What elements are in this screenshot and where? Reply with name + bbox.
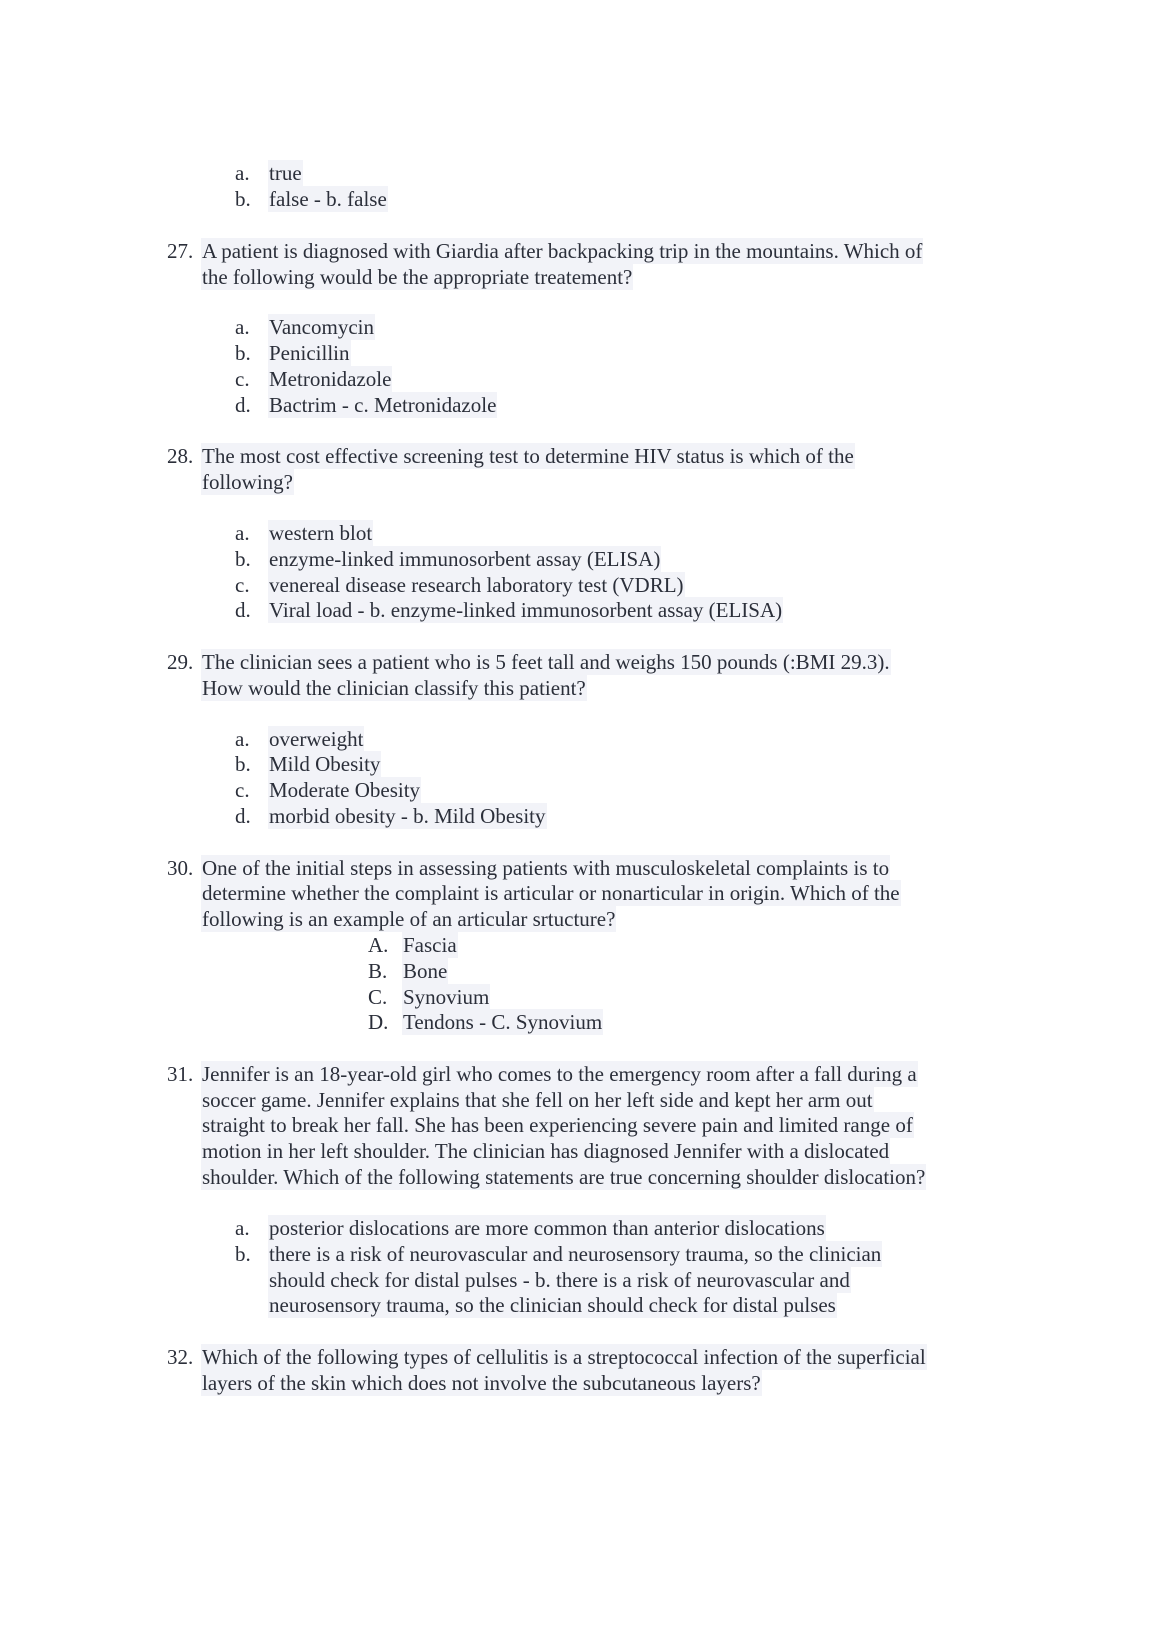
option-marker: a. [235,727,250,751]
question-text-line: straight to break her fall. She has been experiencing severe pain and limited range of [202,1113,913,1137]
option-text: Moderate Obesity [269,778,421,802]
option-text: overweight [269,727,364,751]
option-marker: C. [368,985,388,1009]
question-number: 32. [167,1345,194,1369]
option-marker: B. [368,959,388,983]
option-marker: c. [235,778,250,802]
option-marker: c. [235,573,250,597]
option-marker: D. [368,1010,389,1034]
question-text-line: motion in her left shoulder. The clinician has diagnosed Jennifer with a dislocated [202,1139,890,1163]
question-text-line: How would the clinician classify this patient? [202,676,586,700]
option-text: true [269,161,302,185]
question-text-line: following? [202,470,293,494]
option-marker: d. [235,598,251,622]
option-text: false - b. false [269,187,387,211]
option-marker: a. [235,1216,250,1240]
question-number: 31. [167,1062,194,1086]
question-number: 30. [167,856,194,880]
option-text: Viral load - b. enzyme-linked immunosorbent assay (ELISA) [269,598,783,622]
option-text: Synovium [403,985,490,1009]
option-text: Mild Obesity [269,752,381,776]
option-text: Metronidazole [269,367,392,391]
question-number: 27. [167,239,194,263]
question-text-line: The most cost effective screening test to determine HIV status is which of the [202,444,854,468]
option-marker: b. [235,187,251,211]
option-text: venereal disease research laboratory test (VDRL) [269,573,684,597]
option-text: western blot [269,521,373,545]
option-text: there is a risk of neurovascular and neurosensory trauma, so the clinician [269,1242,882,1266]
question-text-line: determine whether the complaint is articular or nonarticular in origin. Which of the [202,881,900,905]
option-marker: b. [235,341,251,365]
option-text: posterior dislocations are more common than anterior dislocations [269,1216,825,1240]
option-marker: b. [235,1242,251,1266]
question-text-line: Which of the following types of cellulitis is a streptococcal infection of the superficial [202,1345,926,1369]
option-marker: a. [235,161,250,185]
question-number: 29. [167,650,194,674]
option-marker: b. [235,752,251,776]
option-marker: c. [235,367,250,391]
option-marker: A. [368,933,389,957]
option-marker: b. [235,547,251,571]
option-text: Vancomycin [269,315,374,339]
question-number: 28. [167,444,194,468]
option-text: Fascia [403,933,457,957]
option-marker: a. [235,315,250,339]
question-text-line: The clinician sees a patient who is 5 feet tall and weighs 150 pounds (:BMI 29.3). [202,650,890,674]
option-text: enzyme-linked immunosorbent assay (ELISA) [269,547,661,571]
option-text: Tendons - C. Synovium [403,1010,603,1034]
option-marker: a. [235,521,250,545]
question-text-line: shoulder. Which of the following statements are true concerning shoulder dislocation? [202,1165,926,1189]
option-text: neurosensory trauma, so the clinician should check for distal pulses [269,1293,836,1317]
question-text-line: Jennifer is an 18-year-old girl who comes to the emergency room after a fall during a [202,1062,917,1086]
question-text-line: A patient is diagnosed with Giardia after backpacking trip in the mountains. Which of [202,239,923,263]
option-marker: d. [235,393,251,417]
question-text-line: following is an example of an articular srtucture? [202,907,616,931]
question-text-line: the following would be the appropriate treatement? [202,265,633,289]
question-text-line: layers of the skin which does not involve the subcutaneous layers? [202,1371,761,1395]
option-marker: d. [235,804,251,828]
option-text: Bone [403,959,448,983]
option-text: should check for distal pulses - b. there is a risk of neurovascular and [269,1268,850,1292]
option-text: Bactrim - c. Metronidazole [269,393,497,417]
question-text-line: One of the initial steps in assessing patients with musculoskeletal complaints is to [202,856,890,880]
option-text: Penicillin [269,341,350,365]
option-text: morbid obesity - b. Mild Obesity [269,804,546,828]
question-text-line: soccer game. Jennifer explains that she fell on her left side and kept her arm out [202,1088,873,1112]
